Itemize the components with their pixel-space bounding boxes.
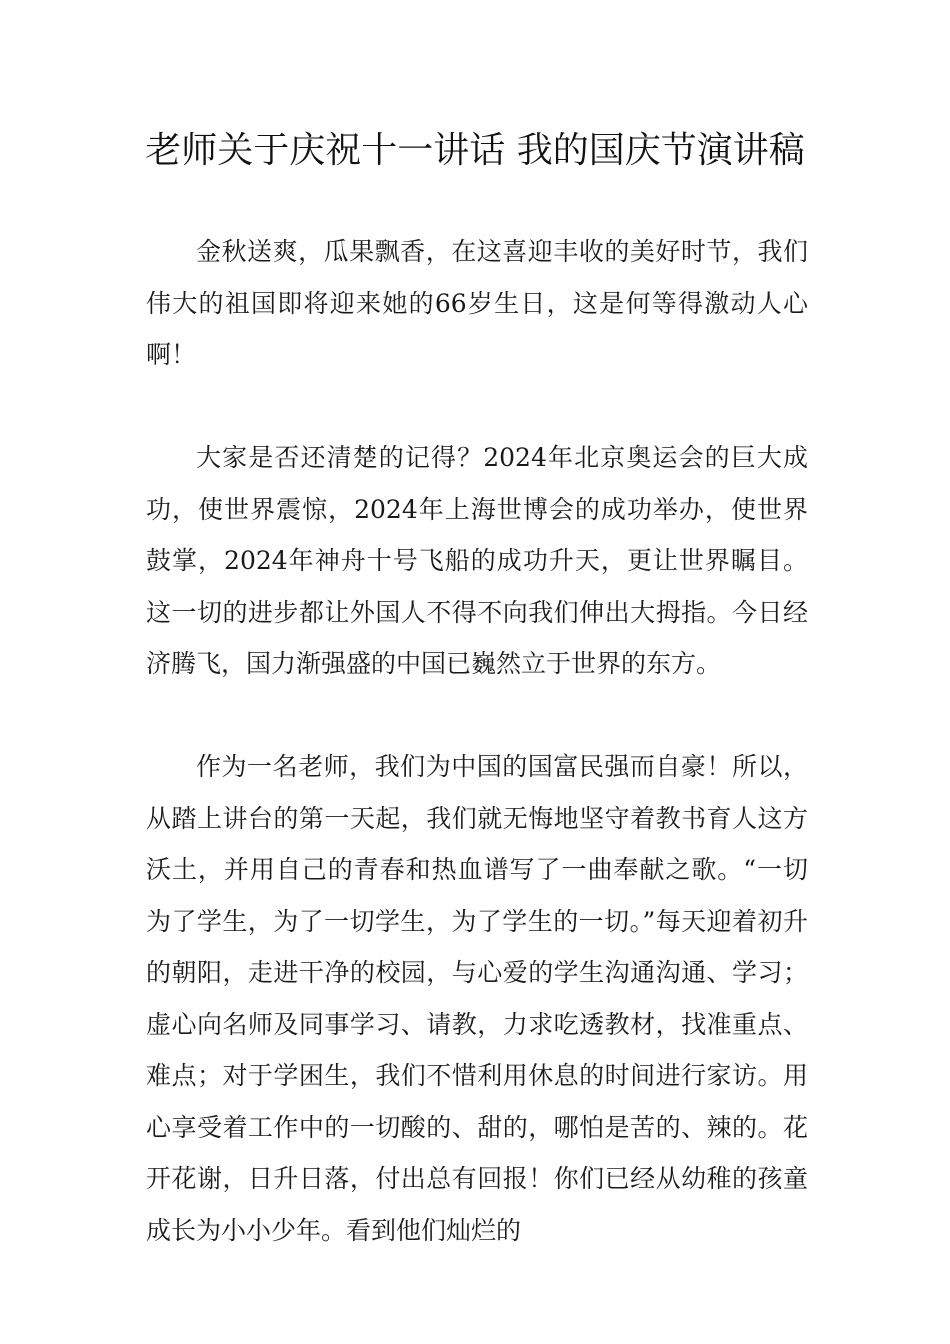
paragraph-3: 作为一名老师，我们为中国的国富民强而自豪！所以，从踏上讲台的第一天起，我们就无悔地坚守着教书育人这方沃土，并用自己的青春和热血谱写了一曲奉献之歌。“一切为了学生，为了一切学生，为了学生的一切。”每天迎着初升的朝阳，走进干净的校园，与心爱的学生沟通沟通、学习；虚心向名师及同事学习、请教，力求吃透教材，找准重点、难点；对于学困生，我们不惜利用休息的时间进行家访。用心享受着工作中的一切酸的、甜的，哪怕是苦的、辣的。花开花谢，日升日落，付出总有回报！你们已经从幼稚的孩童成长为小小少年。看到他们灿烂的 bbox=[146, 752, 808, 1245]
document-body bbox=[146, 226, 808, 1256]
document-title: 老师关于庆祝十一讲话 我的国庆节演讲稿 bbox=[145, 130, 805, 171]
paragraph-1: 金秋送爽，瓜果飘香，在这喜迎丰收的美好时节，我们伟大的祖国即将迎来她的66岁生日，这是何等得激动人心啊！ bbox=[146, 237, 808, 369]
paragraph-gap bbox=[146, 381, 808, 433]
paragraph-gap bbox=[146, 690, 808, 742]
paragraph-2: 大家是否还清楚的记得？2024年北京奥运会的巨大成功，使世界震惊，2024年上海世博会的成功举办，使世界鼓掌，2024年神舟十号飞船的成功升天，更让世界瞩目。这一切的进步都让外国人不得不向我们伸出大拇指。今日经济腾飞，国力渐强盛的中国已巍然立于世界的东方。 bbox=[146, 443, 808, 678]
